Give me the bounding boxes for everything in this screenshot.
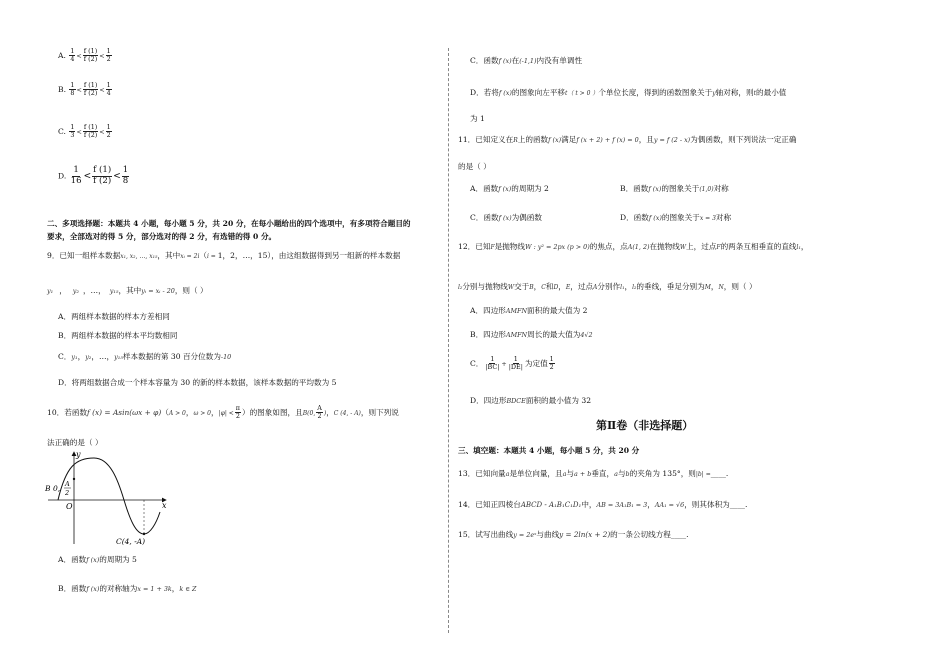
- b-label: B: [45, 484, 51, 493]
- point-b: [73, 478, 75, 480]
- question-10-line2: 法正确的是（ ）: [47, 438, 103, 447]
- question-13: 13．已知向量a是单位向量，且a与a + b垂直，a与b的夹角为 135°，则|b| =____.: [458, 469, 729, 478]
- q9-option-a: A．两组样本数据的样本方差相同: [58, 312, 170, 321]
- x-axis-label: x: [162, 501, 167, 510]
- q8-option-d: D. $\frac{1}{16}$ < $\frac{f (1)}{f (2)}$ < $\frac{1}{8}$: [58, 165, 129, 186]
- q9-option-d: D．将两组数据合成一个样本容量为 30 的新的样本数据，该样本数据的平均数为 5: [58, 378, 337, 387]
- q11-option-b: B．函数f (x)的图象关于(1,0)对称: [620, 184, 729, 193]
- question-11: 11．已知定义在R上的函数f (x)满足f (x + 2) + f (x) = 0，且y = f (2 - x)为偶函数，则下列说法一定正确: [458, 135, 797, 144]
- question-9: 9．已知一组样本数据x₁, x₂, …, x₁₅，其中xᵢ = 2i（i = 1，2，…，15），由这组数据得到另一组新的样本数据: [47, 251, 401, 260]
- q12-option-a: A．四边形AMFN面积的最大值为 2: [470, 306, 588, 315]
- question-12-line2: l₂分别与抛物线W交于B，C和D，E，过点A分别作l₁，l₂的垂线，垂足分别为M，N，则（ ）: [458, 282, 757, 291]
- q10-option-d-line2: 为 1: [470, 114, 485, 123]
- q8-option-b: B. $\frac{1}{8}$ < $\frac{f (1)}{f (2)}$ < $\frac{1}{4}$: [58, 81, 111, 98]
- q11-option-d: D．函数f (x)的图象关于x = 3对称: [620, 213, 732, 222]
- sine-curve: [58, 458, 160, 534]
- question-14: 14．已知正四棱台ABCD - A₁B₁C₁D₁中，AB = 3A₁B₁ = 3，AA₁ = √6，则其体积为____.: [458, 500, 748, 509]
- q11-option-a: A．函数f (x)的周期为 2: [470, 184, 549, 193]
- left-column: [44, 0, 442, 672]
- q10-option-c: C．函数f (x)在(-1,1)内没有单调性: [470, 56, 583, 65]
- question-10: 10．若函数f (x) = Asin(ωx + φ)（A > 0，ω > 0，|φ| < $\frac{\pi}{2}$ ）的图象如图，且B(0, $\frac{A}{2}$ )，C (4, - A)，则下列说: [47, 404, 399, 421]
- q9-option-c: C．y₁，y₂，…，y₁₅样本数据的第 30 百分位数为-10: [58, 352, 232, 361]
- section-3-heading: 三、填空题：本题共 4 小题，每小题 5 分，共 20 分: [458, 446, 640, 455]
- q8-option-a: A. $\frac{1}{4}$ < $\frac{f (1)}{f (2)}$ < $\frac{1}{2}$: [58, 47, 111, 64]
- y-axis-label: y: [76, 450, 81, 459]
- q9-option-b: B．两组样本数据的样本平均数相同: [58, 331, 178, 340]
- c-label: C(4, -A): [116, 537, 146, 546]
- point-c: [143, 533, 145, 535]
- q10-option-b: B．函数f (x)的对称轴为x = 1 + 3k，k ∈ Z: [58, 584, 197, 593]
- q12-option-b: B．四边形AMFN周长的最大值为4√2: [470, 330, 593, 339]
- q8-option-c: C. $\frac{1}{3}$ < $\frac{f (1)}{f (2)}$ < $\frac{1}{2}$: [58, 123, 111, 140]
- right-column: [456, 0, 876, 672]
- section-2-heading-cont: 要求，全部选对的得 5 分，部分选对的得 2 分，有选错的得 0 分。: [47, 232, 277, 241]
- q11-option-c: C．函数f (x)为偶函数: [470, 213, 542, 222]
- b-frac-den: 2: [65, 489, 70, 497]
- q12-option-c: C． $\frac{1}{|BC|}$ + $\frac{1}{|DE|}$ 为定值 $\frac{1}{2}$: [470, 355, 554, 372]
- q12-option-d: D．四边形BDCE面积的最小值为 32: [470, 396, 592, 405]
- question-15: 15．试写出曲线y = 2eˣ与曲线y = 2ln(x + 2)的一条公切线方程____.: [458, 530, 689, 539]
- question-12: 12．已知F是抛物线W : y² = 2px (p > 0)的焦点，点A(1, 2)在抛物线W上，过点F的两条互相垂直的直线l₁，: [458, 242, 809, 251]
- q10-option-d: D．若将f (x)的图象向左平移t（ t > 0 ）个单位长度，得到的函数图象关于y轴对称，则t的最小值: [470, 88, 787, 97]
- q10-option-a: A．函数f (x)的周期为 5: [58, 555, 137, 564]
- question-9-line2: y₁ ， y₂ ，…， y₁₅，其中yᵢ = xᵢ - 20，则（ ）: [47, 286, 208, 295]
- question-11-line2: 的是（ ）: [458, 162, 491, 171]
- part-2-title: 第Ⅱ卷（非选择题）: [596, 419, 694, 432]
- column-divider: [448, 48, 449, 633]
- section-2-heading: 二、多项选择题：本题共 4 小题，每小题 5 分，共 20 分，在每小题给出的四个选项中，有多项符合题目的: [47, 219, 411, 228]
- b-frac-num: A: [65, 480, 70, 488]
- b-zero: 0,: [53, 484, 61, 493]
- origin-label: O: [66, 502, 73, 511]
- q10-function-graph: [44, 448, 174, 548]
